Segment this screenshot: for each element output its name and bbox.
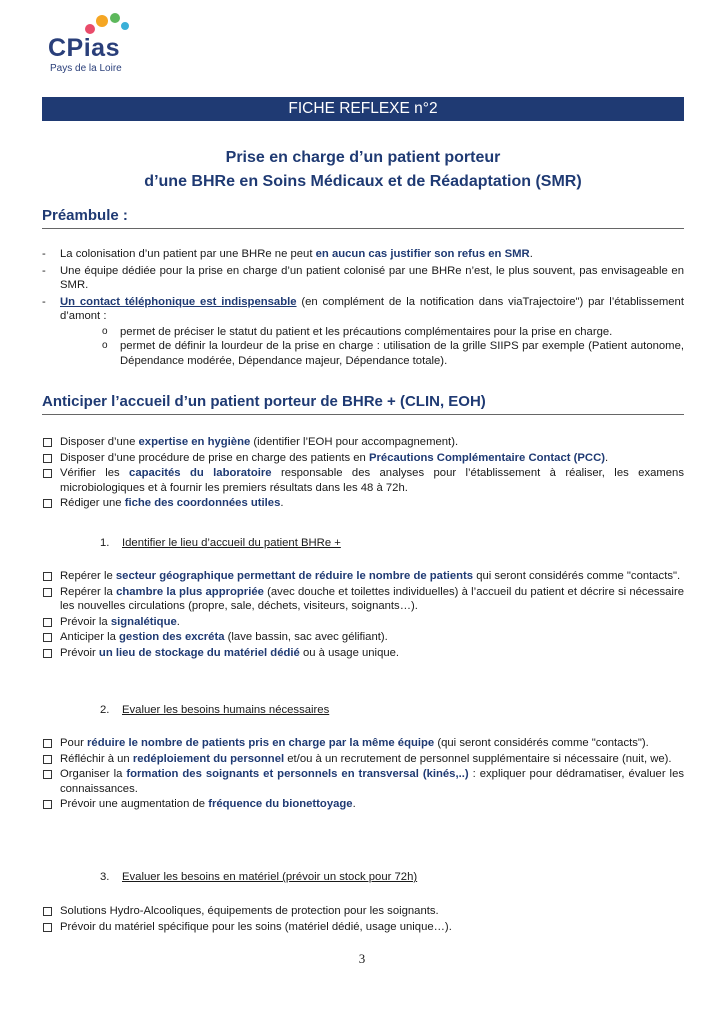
subsection-3-list: [42, 904, 684, 935]
checklist-item: Réfléchir à un redéploiement du personnel et/ou à un recrutement de personnel supplémentaire si nécessaire (nuit, we).: [42, 752, 684, 767]
fiche-banner: FICHE REFLEXE n°2: [42, 97, 684, 121]
checkbox-icon: [43, 923, 52, 932]
checklist-item: Solutions Hydro-Alcooliques, équipements de protection pour les soignants.: [42, 904, 684, 919]
checklist-item: Organiser la formation des soignants et personnels en transversal (kinés,..) : expliquer pour dédramatiser, évaluer les connaissances.: [42, 767, 684, 796]
subsection-2-list: [42, 736, 684, 813]
logo-subtitle: Pays de la Loire: [50, 63, 122, 74]
checkbox-icon: [43, 633, 52, 642]
checklist-item: Prévoir la signalétique.: [42, 615, 684, 630]
anticiper-heading: Anticiper l’accueil d’un patient porteur de BHRe + (CLIN, EOH): [42, 393, 684, 415]
cpias-logo: [48, 12, 138, 72]
checklist-item: Prévoir du matériel spécifique pour les soins (matériel dédié, usage unique…).: [42, 920, 684, 935]
checkbox-icon: [43, 588, 52, 597]
document-title: [42, 146, 684, 194]
checkbox-icon: [43, 755, 52, 764]
title-line-2: d’une BHRe en Soins Médicaux et de Réadaptation (SMR): [144, 173, 582, 190]
logo-name: CPias: [48, 34, 120, 62]
preambule-heading: Préambule :: [42, 207, 684, 229]
checkbox-icon: [43, 649, 52, 658]
checklist-item: Prévoir une augmentation de fréquence du bionettoyage.: [42, 797, 684, 812]
checkbox-icon: [43, 739, 52, 748]
checkbox-icon: [43, 618, 52, 627]
checkbox-icon: [43, 907, 52, 916]
subsection-3-heading: 3. Evaluer les besoins en matériel (prévoir un stock pour 72h): [100, 871, 418, 883]
checkbox-icon: [43, 770, 52, 779]
subsection-1-heading: 1. Identifier le lieu d’accueil du patient BHRe +: [100, 537, 341, 549]
checklist-item: Disposer d’une expertise en hygiène (identifier l’EOH pour accompagnement).: [42, 435, 684, 450]
checkbox-icon: [43, 469, 52, 478]
list-item: - La colonisation d’un patient par une BHRe ne peut en aucun cas justifier son refus en SMR.: [42, 248, 533, 260]
checklist-item: Repérer la chambre la plus appropriée (avec douche et toilettes individuelles) à l’accueil du patient et décrire si nécessaire les nouvelles circulations (propre, sale, déchets, visiteurs, soignants…).: [42, 585, 684, 614]
checklist-item: Disposer d’une procédure de prise en charge des patients en Précautions Complémentaire Contact (PCC).: [42, 451, 684, 466]
checklist-item: Vérifier les capacités du laboratoire responsable des analyses pour l’établissement à réaliser, les examens microbiologiques et à fournir les premiers résultats dans les 48 à 72h.: [42, 466, 684, 495]
checklist-item: Anticiper la gestion des excréta (lave bassin, sac avec gélifiant).: [42, 630, 684, 645]
checklist-item: Repérer le secteur géographique permettant de réduire le nombre de patients qui seront considérés comme "contacts".: [42, 569, 684, 584]
list-item: - Un contact téléphonique est indispensable (en complément de la notification dans viaTrajectoire") par l’établissement d’amont :: [42, 295, 684, 322]
anticiper-list: [42, 435, 684, 512]
title-line-1: Prise en charge d’un patient porteur: [225, 149, 501, 166]
subsection-2-heading: 2. Evaluer les besoins humains nécessaires: [100, 704, 330, 716]
checkbox-icon: [43, 454, 52, 463]
sub-list-item: o permet de définir la lourdeur de la prise en charge : utilisation de la grille SIIPS par exemple (Patient autonome, Dépendance modérée, Dépendance majeur, Dépendance totale).: [102, 340, 684, 367]
subsection-1-list: [42, 569, 684, 661]
checklist-item: Pour réduire le nombre de patients pris en charge par la même équipe (qui seront considérés comme "contacts").: [42, 736, 684, 751]
checklist-item: Rédiger une fiche des coordonnées utiles.: [42, 496, 684, 511]
sub-list-item: o permet de préciser le statut du patient et les précautions complémentaires pour la prise en charge.: [102, 325, 613, 338]
preambule-list: [42, 247, 684, 368]
checkbox-icon: [43, 572, 52, 581]
checkbox-icon: [43, 499, 52, 508]
checklist-item: Prévoir un lieu de stockage du matériel dédié ou à usage unique.: [42, 646, 684, 661]
checkbox-icon: [43, 438, 52, 447]
checkbox-icon: [43, 800, 52, 809]
list-item: - Une équipe dédiée pour la prise en charge d’un patient colonisé par une BHRe n’est, le plus souvent, pas envisageable en SMR.: [42, 264, 684, 291]
page-number: 3: [358, 951, 366, 966]
